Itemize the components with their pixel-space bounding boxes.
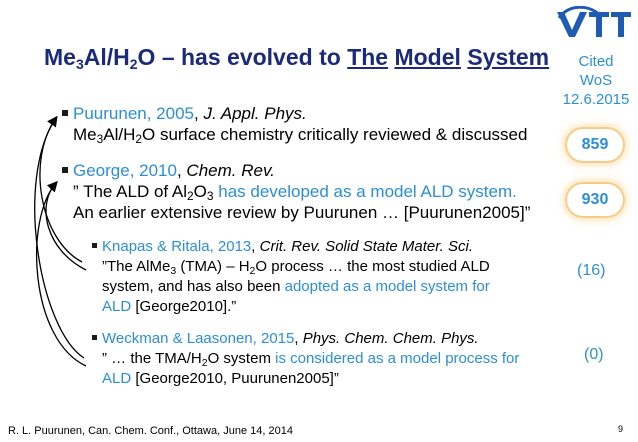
reference-author: Weckman & Laasonen, 2015 (102, 330, 295, 347)
reference-journal: J. Appl. Phys. (203, 104, 307, 123)
cited-label: Cited (578, 53, 614, 70)
reference-quote-continued: ALD [George2010].” (102, 298, 237, 315)
wos-label: WoS (579, 72, 613, 89)
reference-quote-continued: ALD [George2010, Puurunen2005]” (102, 370, 339, 387)
citation-arrow (46, 183, 86, 270)
reference-journal: Chem. Rev. (186, 161, 275, 180)
page-number: 9 (618, 424, 624, 434)
reference-entry-knapas: Knapas & Ritala, 2013, Crit. Rev. Solid State Mater. Sci. ”The AlMe$_3$ $(TMA) - H_2O$ process … the most studied ALD system, and has also been adopted as a model system for ALD [George2010].” (92, 237, 490, 317)
reference-entry-puurunen: Puurunen, 2005, J. Appl. Phys. $Me_3Al/H_2O$ surface chemistry critically reviewed & discussed (62, 103, 527, 145)
citation-count: (16) (577, 262, 606, 279)
citation-arrow (37, 183, 86, 366)
citation-arrow (40, 118, 82, 262)
reference-quote-continued: An earlier extensive review by Puurunen … [Puurunen2005]” (73, 203, 531, 222)
reference-quote: ”The AlMe$_3$ $(TMA) - H_2O$ process … the most studied ALD (102, 258, 490, 277)
reference-quote-continued: system, and has also been adopted as a model system for (102, 278, 490, 295)
citation-count: (0) (584, 346, 604, 363)
footer-citation: R. L. Puurunen, Can. Chem. Conf., Ottawa, June 14, 2014 (8, 425, 293, 437)
reference-quote: $Me_3Al/H_2O$ surface chemistry critically reviewed & discussed (73, 125, 528, 146)
reference-author: George, 2010 (73, 161, 177, 180)
citation-count-badge: 930 (567, 184, 623, 216)
reference-author: Puurunen, 2005 (73, 104, 194, 123)
reference-journal: Phys. Chem. Chem. Phys. (302, 330, 479, 347)
reference-journal: Crit. Rev. Solid State Mater. Sci. (259, 238, 474, 255)
citation-count-badge: 859 (567, 129, 623, 161)
reference-quote: ” The ALD of $Al_2O_3$ has developed as a model ALD system. (73, 182, 517, 203)
reference-entry-weckman: Weckman & Laasonen, 2015, Phys. Chem. Chem. Phys. ” … the TMA/$H_2O$ system is considered as a model process for ALD [George2010, Puurunen2005]” (92, 329, 519, 389)
reference-author: Knapas & Ritala, 2013 (102, 238, 252, 255)
reference-entry-george: George, 2010, Chem. Rev. ” The ALD of $Al_2O_3$ has developed as a model ALD system. An earlier extensive review by Puurunen … [Puurunen2005]” (62, 160, 530, 223)
slide-title: $Me_3Al/H_2O$ – has evolved to The Model System (44, 44, 550, 72)
cited-date: 12.6.2015 (562, 91, 630, 108)
reference-quote: ” … the TMA/$H_2O$ system is considered as a model process for (102, 350, 520, 369)
